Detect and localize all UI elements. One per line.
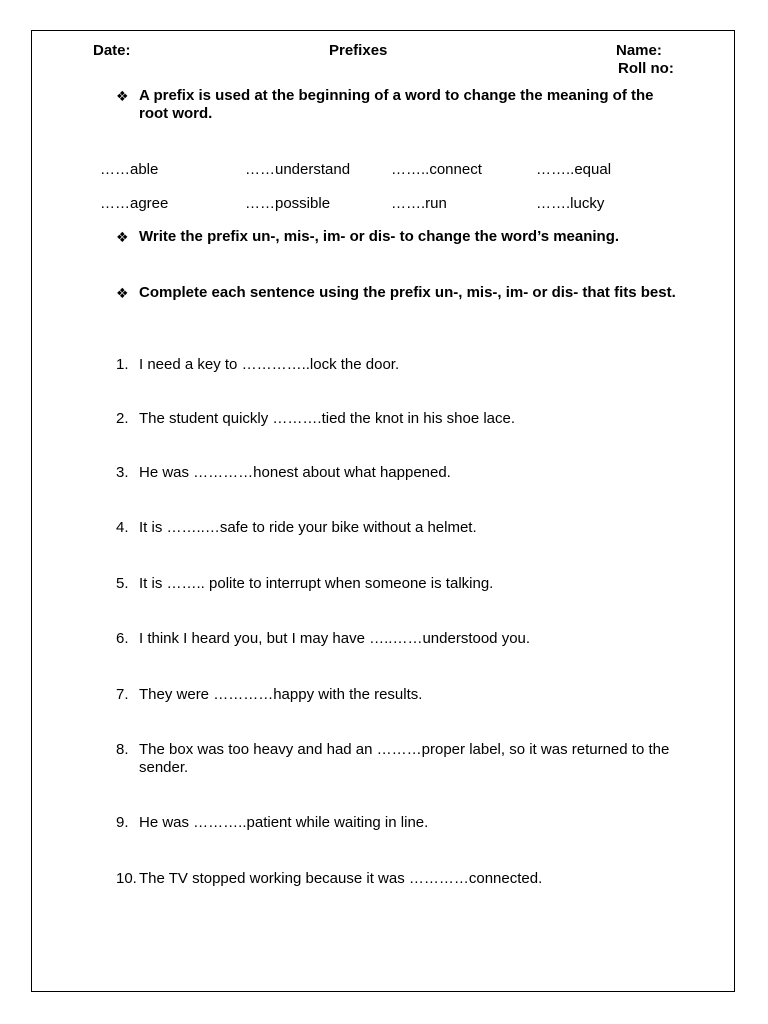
instruction-text: Write the prefix un-, mis-, im- or dis- to change the word’s meaning. — [139, 228, 620, 245]
word-item: ……..equal — [536, 161, 612, 178]
diamond-bullet-icon: ❖ — [116, 229, 129, 245]
question-number: 9. — [116, 814, 129, 831]
page-title: Prefixes — [329, 42, 388, 59]
question-item — [116, 741, 676, 777]
roll-no-label: Roll no: — [618, 60, 674, 77]
question-item — [116, 519, 676, 537]
word-item: …….run — [391, 195, 447, 212]
question-number: 4. — [116, 519, 129, 536]
question-item — [116, 575, 676, 593]
instruction-complete-sentences — [116, 284, 676, 302]
intro-statement — [116, 87, 676, 123]
question-number: 6. — [116, 630, 129, 647]
question-item — [116, 630, 676, 648]
question-text: They were …………happy with the results. — [139, 686, 423, 703]
question-item — [116, 464, 676, 482]
diamond-bullet-icon: ❖ — [116, 88, 129, 104]
question-text: I think I heard you, but I may have …..……understood you. — [139, 630, 531, 647]
question-text: It is ……..…safe to ride your bike without a helmet. — [139, 519, 477, 536]
question-item — [116, 870, 676, 888]
diamond-bullet-icon: ❖ — [116, 285, 129, 301]
question-text: The student quickly ……….tied the knot in his shoe lace. — [139, 410, 516, 427]
question-number: 7. — [116, 686, 129, 703]
question-text: The TV stopped working because it was …………connected. — [139, 870, 543, 887]
question-number: 2. — [116, 410, 129, 427]
date-label: Date: — [93, 42, 131, 59]
question-number: 8. — [116, 741, 129, 758]
question-text: He was ………..patient while waiting in line. — [139, 814, 429, 831]
word-item: ……understand — [245, 161, 351, 178]
question-number: 1. — [116, 356, 129, 373]
question-number: 3. — [116, 464, 129, 481]
question-item — [116, 356, 676, 374]
word-item: ……possible — [245, 195, 331, 212]
word-item: …….lucky — [536, 195, 605, 212]
name-label: Name: — [616, 42, 662, 59]
question-item — [116, 410, 676, 428]
question-number: 10. — [116, 870, 137, 887]
question-text: It is …….. polite to interrupt when someone is talking. — [139, 575, 494, 592]
word-item: ……agree — [100, 195, 169, 212]
word-item: ……..connect — [391, 161, 482, 178]
instruction-write-prefix — [116, 228, 676, 246]
word-item: ……able — [100, 161, 159, 178]
question-item — [116, 814, 676, 832]
question-text: He was …………honest about what happened. — [139, 464, 451, 481]
intro-text: A prefix is used at the beginning of a word to change the meaning of the root word. — [139, 87, 654, 122]
question-text: I need a key to …………..lock the door. — [139, 356, 400, 373]
question-number: 5. — [116, 575, 129, 592]
question-item — [116, 686, 676, 704]
question-text: The box was too heavy and had an ………proper label, so it was returned to the sender. — [139, 741, 670, 776]
instruction-text: Complete each sentence using the prefix un-, mis-, im- or dis- that fits best. — [139, 284, 676, 301]
